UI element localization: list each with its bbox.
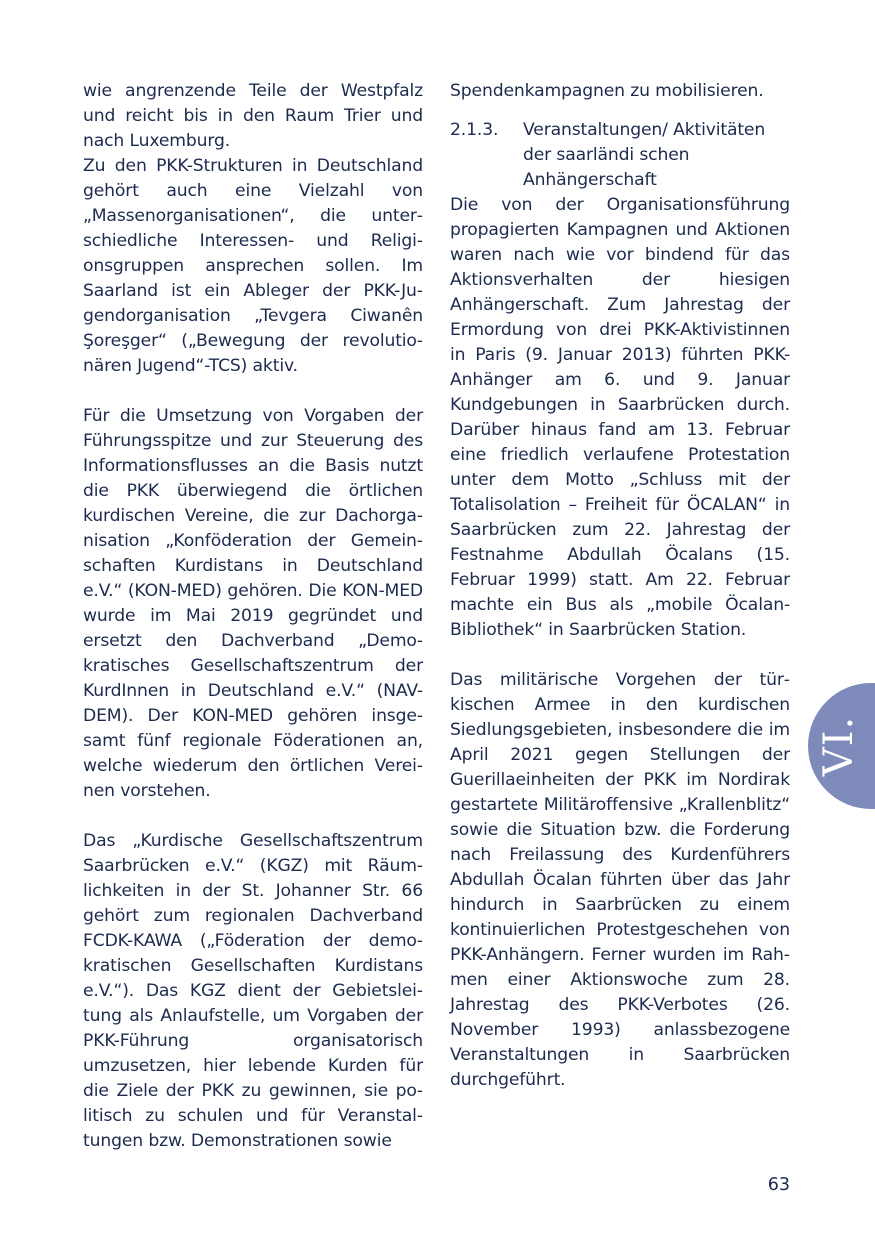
paragraph-local-associations: Für die Umsetzung von Vorgaben der Führungsspitze und zur Steuerung des Informationsflusses an die Basis nutzt die PKK überwiegend die örtlichen kurdischen Vereine, die zur Dachorganisation „Konföderation der Gemeinschaften Kurdistans in Deutschland e.V.“ (KON-MED) gehören. Die KON-MED wurde im Mai 2019 gegründet und ersetzt den Dachverband „Demokratisches Gesellschaftszentrum der KurdInnen in Deutschland e.V.“ (NAV-DEM). Der KON-MED gehören insgesamt fünf regionale Föderationen an, welche wiederum den örtlichen Vereinen vorstehen. <box>83 406 423 801</box>
left-column <box>83 79 423 1154</box>
paragraph-donation-continuation: Spendenkampagnen zu mobilisieren. <box>450 81 764 101</box>
paragraph-events: Die von der Organisationsführung propagierten Kampagnen und Aktionen waren nach wie vor bindend für das Aktionsverhalten der hiesigen Anhängerschaft. Zum Jahrestag der Ermordung von drei PKK-Aktivistinnen in Paris (9. Januar 2013) führten PKK-Anhänger am 6. und 9. Januar Kundgebungen in Saarbrücken durch. Darüber hinaus fand am 13. Februar eine friedlich verlaufene Protestation unter dem Motto „Schluss mit der Totalisolation – Freiheit für ÖCALAN“ in Saarbrücken zum 22. Jahrestag der Festnahme Abdullah Öcalans (15. Februar 1999) statt. Am 22. Februar machte ein Bus als „mobile Öcalan-Bibliothek“ in Saarbrücken Station. <box>450 195 790 640</box>
right-column <box>450 79 790 1093</box>
section-title: Veranstaltungen/ Aktivitäten der saarländi schen Anhängerschaft <box>523 120 766 190</box>
section-heading <box>450 118 790 193</box>
section-number: 2.1.3. <box>450 120 499 140</box>
paragraph-military-protests: Das militärische Vorgehen der türkischen Armee in den kurdischen Siedlungsgebieten, insbesondere die im April 2021 gegen Stellungen der Guerillaeinheiten der PKK im Nordirak gestartete Militäroffensive „Krallenblitz“ sowie die Situation bzw. die Forderung nach Freilassung des Kurdenführers Abdullah Öcalan führten über das Jahr hindurch in Saarbrücken zu einem kontinuierlichen Protestgeschehen von PKK-Anhängern. Ferner wurden im Rahmen einer Aktionswoche zum 28. Jahrestag des PKK-Verbotes (26. November 1993) anlassbezogene Veranstaltungen in Saarbrücken durchgeführt. <box>450 670 790 1090</box>
paragraph-intro-continuation: wie angrenzende Teile der Westpfalz und reicht bis in den Raum Trier und nach Luxemburg. <box>83 81 423 151</box>
paragraph-kgz: Das „Kurdische Gesellschaftszentrum Saarbrücken e.V.“ (KGZ) mit Räumlichkeiten in der St. Johanner Str. 66 gehört zum regionalen Dachverband FCDK-KAWA („Föderation der demokratischen Gesellschaften Kurdistans e.V.“). Das KGZ dient der Gebietsleitung als Anlaufstelle, um Vorgaben der PKK-Führung organisatorisch umzusetzen, hier lebende Kurden für die Ziele der PKK zu gewinnen, sie politisch zu schulen und für Veranstaltungen bzw. Demonstrationen sowie <box>83 831 423 1151</box>
paragraph-mass-organisations: Zu den PKK-Strukturen in Deutschland gehört auch eine Vielzahl von „Massenorganisationen“, die unterschiedliche Interessen- und Religionsgruppen ansprechen sollen. Im Saarland ist ein Ableger der PKK-Jugendorganisation „Tevgera Ciwanên Şoreşger“ („Bewegung der revolutionären Jugend“-TCS) aktiv. <box>83 156 423 376</box>
chapter-label: VI. <box>816 715 862 777</box>
page-number: 63 <box>767 1175 790 1195</box>
